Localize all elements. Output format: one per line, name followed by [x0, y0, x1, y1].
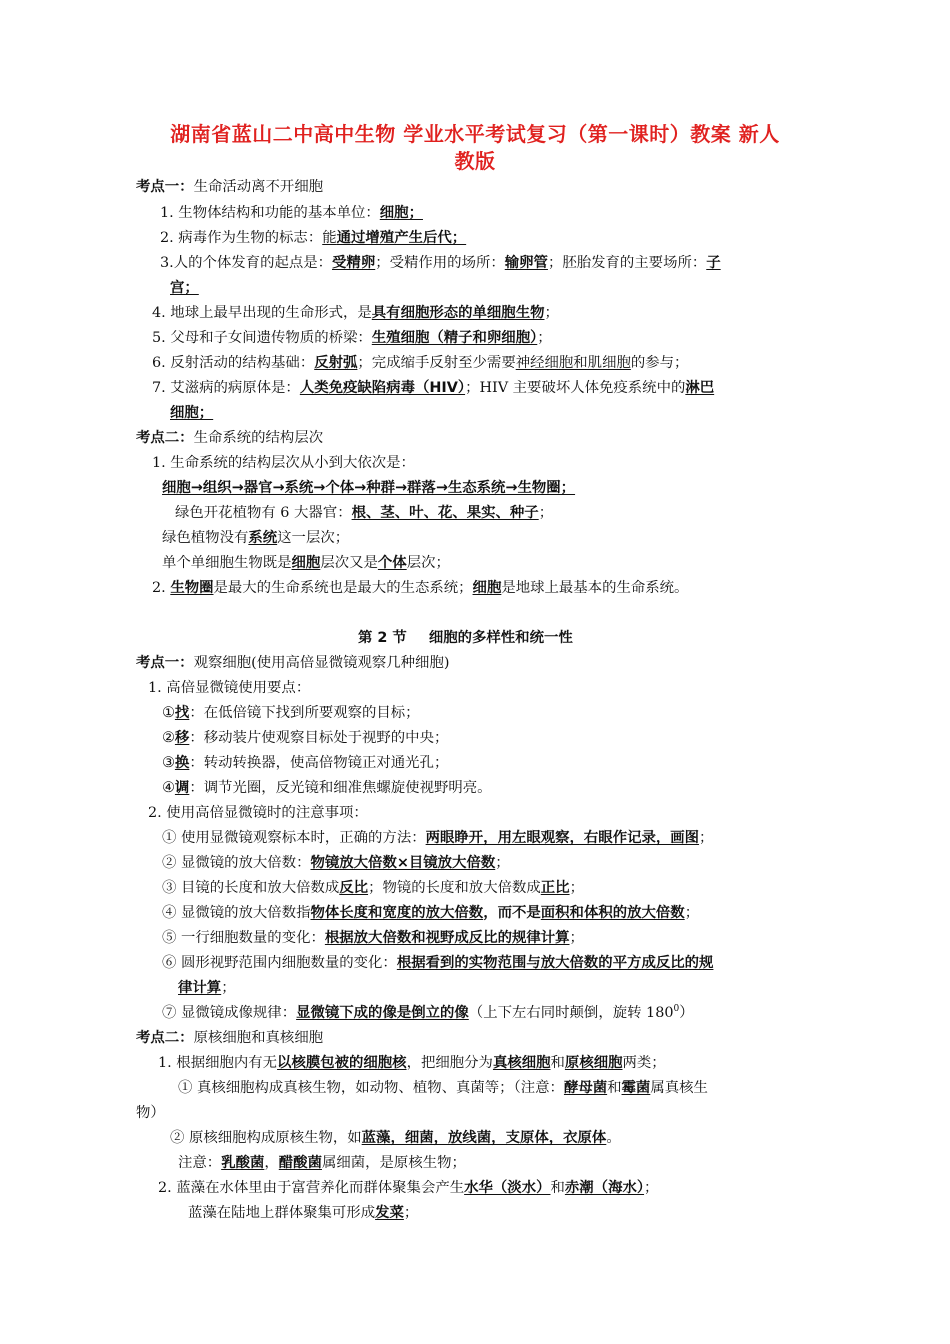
point-text: ；HIV 主要破坏人体免疫系统中的: [465, 380, 686, 396]
point-text: 4. 地球上最早出现的生命形式，是: [152, 305, 372, 321]
point-text: 1. 根据细胞内有无: [158, 1055, 278, 1071]
key-answer: 根据看到的实物范围与放大倍数的平方成反比的规: [396, 955, 714, 971]
point-7-continued: [170, 404, 213, 422]
section-number: 第 2 节: [358, 630, 407, 646]
key-answer: 神经细胞和肌细胞: [515, 355, 631, 371]
point-text: 和: [607, 1080, 622, 1096]
step-move: [162, 729, 448, 747]
point-text: 2. 病毒作为生物的标志：: [160, 230, 323, 246]
topic-text: 原核细胞和真核细胞: [193, 1030, 324, 1046]
point-text: ① 真核细胞构成真核生物，如动物、植物、真菌等；（注意：: [178, 1080, 564, 1096]
notice-1: [162, 829, 713, 847]
point-text: ；: [569, 930, 584, 946]
point-text: 注意：: [178, 1155, 222, 1171]
point-text: ⑥ 圆形视野范围内细胞数量的变化：: [162, 955, 397, 971]
point-text: 两类；: [622, 1055, 666, 1071]
key-answer: 生殖细胞（精子和卵细胞）: [371, 330, 538, 346]
step-switch: [162, 754, 448, 772]
point-text: 属真核生: [650, 1080, 708, 1096]
point-text: 层次又是: [320, 555, 378, 571]
point-4: [152, 304, 559, 322]
point-3: [160, 254, 721, 272]
point-text: 6. 反射活动的结构基础：: [152, 355, 315, 371]
point-text: ，: [264, 1155, 279, 1171]
point-text: ；完成缩手反射至少需要: [357, 355, 516, 371]
key-answer: 调: [174, 780, 190, 796]
point-text: ；: [538, 505, 554, 521]
key-answer: 细胞；: [170, 405, 214, 421]
key-answer: 水华（淡水）: [464, 1180, 551, 1196]
topic-heading-2: [136, 429, 323, 447]
unicellular-levels: [162, 554, 450, 572]
point-1: [160, 204, 423, 222]
key-answer: 淋巴: [685, 380, 715, 396]
point-text: 属细菌，是原核生物；: [321, 1155, 466, 1171]
point-text: 绿色植物没有: [162, 530, 249, 546]
point-text: ；: [221, 980, 236, 996]
topic-heading-3: [136, 654, 449, 672]
cyanobacteria-land: [188, 1204, 418, 1222]
eukaryote-note: [178, 1079, 708, 1097]
level-chain: [162, 479, 575, 497]
point-text: ；受精作用的场所：: [375, 255, 505, 271]
key-answer: 发菜: [375, 1205, 404, 1221]
point-text: ：调节光圈，反光镜和细准焦螺旋使视野明亮。: [189, 780, 492, 796]
point-text: 层次；: [406, 555, 450, 571]
topic-heading-4: [136, 1029, 323, 1047]
document-title: [120, 121, 830, 175]
key-answer: 律计算: [178, 980, 222, 996]
point-text: ：移动装片使观察目标处于视野的中央；: [189, 730, 449, 746]
point-text: 1. 高倍显微镜使用要点：: [148, 680, 311, 696]
point-text: 是最大的生命系统也是最大的生态系统；: [213, 580, 473, 596]
step-marker: ③: [162, 755, 175, 771]
point-text: 2. 使用高倍显微镜时的注意事项：: [148, 805, 368, 821]
degree-superscript: 0: [673, 1004, 680, 1015]
key-answer: 两眼睁开，用左眼观察，右眼作记录，画图: [425, 830, 700, 846]
notice-7: [162, 1004, 694, 1022]
level-point-1: [152, 454, 415, 472]
point-text: 这一层次；: [277, 530, 350, 546]
eukaryote-note-continued: [136, 1104, 165, 1122]
microscope-point-2: [148, 804, 368, 822]
point-text: ① 使用显微镜观察标本时，正确的方法：: [162, 830, 426, 846]
cell-type-point-1: [158, 1054, 666, 1072]
prokaryote-note: [170, 1129, 621, 1147]
point-text: ⑦ 显微镜成像规律：: [162, 1005, 297, 1021]
topic-text: 生命系统的结构层次: [193, 430, 324, 446]
point-text: 。: [606, 1130, 621, 1146]
notice-5: [162, 929, 584, 947]
point-text: ⑤ 一行细胞数量的变化：: [162, 930, 325, 946]
key-answer: 正比: [540, 880, 570, 896]
key-answer: 以核膜包被的细胞核: [277, 1055, 407, 1071]
point-text: 3.人的个体发育的起点是：: [160, 255, 333, 271]
key-answer: 乳酸菌: [221, 1155, 265, 1171]
point-2: [160, 229, 466, 247]
point-text: ；: [537, 330, 552, 346]
key-answer: 系统: [248, 530, 278, 546]
point-text: ；: [403, 1205, 419, 1221]
key-answer: 细胞: [291, 555, 321, 571]
key-answer: 反比: [339, 880, 369, 896]
key-answer: 根据放大倍数和视野成反比的规律计算: [324, 930, 570, 946]
section-heading: [358, 629, 573, 647]
point-text: 的参与；: [630, 355, 689, 371]
step-find: [162, 704, 420, 722]
notice-4: [162, 904, 699, 922]
key-answer: 生物圈: [170, 580, 214, 596]
title-line-2: 教版: [454, 149, 496, 173]
cell-type-point-2: [158, 1179, 658, 1197]
point-text: ；: [569, 880, 584, 896]
point-text: 绿色开花植物有 6 大器官：: [175, 505, 352, 521]
point-text: 1. 生物体结构和功能的基本单位：: [160, 205, 380, 221]
point-text: ；: [699, 830, 714, 846]
point-text: 单个单细胞生物既是: [162, 555, 292, 571]
point-text: ；: [684, 905, 700, 921]
level-point-2: [152, 579, 688, 597]
key-answer: 赤潮（海水）: [564, 1180, 645, 1196]
bacteria-note: [178, 1154, 466, 1172]
topic-heading-1: [136, 178, 323, 196]
point-text: ）: [679, 1005, 694, 1021]
key-answer: 蓝藻，细菌，放线菌，支原体，衣原体: [361, 1130, 607, 1146]
point-text: 和: [550, 1055, 565, 1071]
point-text: （上下左右同时颠倒，旋转 180: [468, 1005, 674, 1021]
notice-2: [162, 854, 510, 872]
key-answer: 受精卵: [332, 255, 376, 271]
point-text: 1. 生命系统的结构层次从小到大依次是：: [152, 455, 415, 471]
notice-6-continued: [178, 979, 236, 997]
microscope-point-1: [148, 679, 310, 697]
point-text: ；: [544, 305, 559, 321]
step-adjust: [162, 779, 492, 797]
key-answer: 能: [322, 230, 337, 246]
key-answer: 输卵管: [504, 255, 548, 271]
notice-3: [162, 879, 584, 897]
step-marker: ①: [162, 705, 175, 721]
section-title: 细胞的多样性和统一性: [428, 630, 573, 646]
key-answer: 根、茎、叶、花、果实、种子: [351, 505, 539, 521]
key-answer: 移: [174, 730, 190, 746]
point-text: 2. 蓝藻在水体里由于富营养化而群体聚集会产生: [158, 1180, 465, 1196]
point-5: [152, 329, 552, 347]
plant-organs: [175, 504, 553, 522]
key-answer: 找: [174, 705, 190, 721]
topic-text: 生命活动离不开细胞: [193, 179, 324, 195]
key-answer: 真核细胞: [492, 1055, 551, 1071]
key-answer: 通过增殖产生后代；: [336, 230, 467, 246]
topic-label: 考点二：: [136, 430, 194, 446]
plant-no-system: [162, 529, 349, 547]
point-6: [152, 354, 688, 372]
step-marker: ④: [162, 780, 175, 796]
key-answer: 子: [706, 255, 721, 271]
point-text: 5. 父母和子女间遗传物质的桥梁：: [152, 330, 372, 346]
point-text: ② 显微镜的放大倍数：: [162, 855, 311, 871]
point-text: ④ 显微镜的放大倍数指: [162, 905, 311, 921]
key-answer: 换: [174, 755, 190, 771]
topic-label: 考点一：: [136, 179, 194, 195]
key-answer: 人类免疫缺陷病毒（HIV）: [299, 380, 466, 396]
key-answer: 细胞→组织→器官→系统→个体→种群→群落→生态系统→生物圈；: [162, 480, 576, 496]
point-7: [152, 379, 714, 397]
point-text: ② 原核细胞构成原核生物，如: [170, 1130, 362, 1146]
key-answer: 反射弧: [314, 355, 358, 371]
key-answer: 细胞；: [379, 205, 423, 221]
point-text: 是地球上最基本的生命系统。: [501, 580, 689, 596]
point-text: ，把细胞分为: [406, 1055, 493, 1071]
key-answer: 霉菌: [621, 1080, 651, 1096]
key-answer: 个体: [377, 555, 407, 571]
point-text: ：转动转换器，使高倍物镜正对通光孔；: [189, 755, 449, 771]
point-text: ：在低倍镜下找到所要观察的目标；: [189, 705, 420, 721]
point-text: ；: [495, 855, 510, 871]
title-line-1: 湖南省蓝山二中高中生物 学业水平考试复习（第一课时）教案 新人: [170, 122, 780, 146]
point-3-continued: [170, 279, 199, 297]
key-answer: 物镜放大倍数×目镜放大倍数: [310, 855, 496, 871]
key-answer: 面积和体积的放大倍数: [540, 905, 685, 921]
topic-label: 考点一：: [136, 655, 194, 671]
point-text: ，而不是: [483, 905, 541, 921]
point-text: 物）: [136, 1105, 165, 1121]
point-text: ；物镜的长度和放大倍数成: [368, 880, 541, 896]
point-text: ；: [644, 1180, 659, 1196]
key-answer: 原核细胞: [564, 1055, 623, 1071]
key-answer: 具有细胞形态的单细胞生物: [371, 305, 545, 321]
point-text: ；胚胎发育的主要场所：: [547, 255, 707, 271]
key-answer: 显微镜下成的像是倒立的像: [296, 1005, 469, 1021]
key-answer: 物体长度和宽度的放大倍数: [310, 905, 484, 921]
key-answer: 酵母菌: [563, 1080, 608, 1096]
point-text: ③ 目镜的长度和放大倍数成: [162, 880, 340, 896]
point-text: 7. 艾滋病的病原体是：: [152, 380, 300, 396]
point-text: 蓝藻在陆地上群体聚集可形成: [188, 1205, 376, 1221]
point-text: 和: [550, 1180, 565, 1196]
topic-text: 观察细胞(使用高倍显微镜观察几种细胞): [193, 655, 450, 671]
key-answer: 宫；: [170, 280, 199, 296]
point-text: 2.: [152, 580, 171, 596]
key-answer: 细胞: [472, 580, 502, 596]
step-marker: ②: [162, 730, 175, 746]
topic-label: 考点二：: [136, 1030, 194, 1046]
key-answer: 醋酸菌: [278, 1155, 322, 1171]
notice-6: [162, 954, 713, 972]
